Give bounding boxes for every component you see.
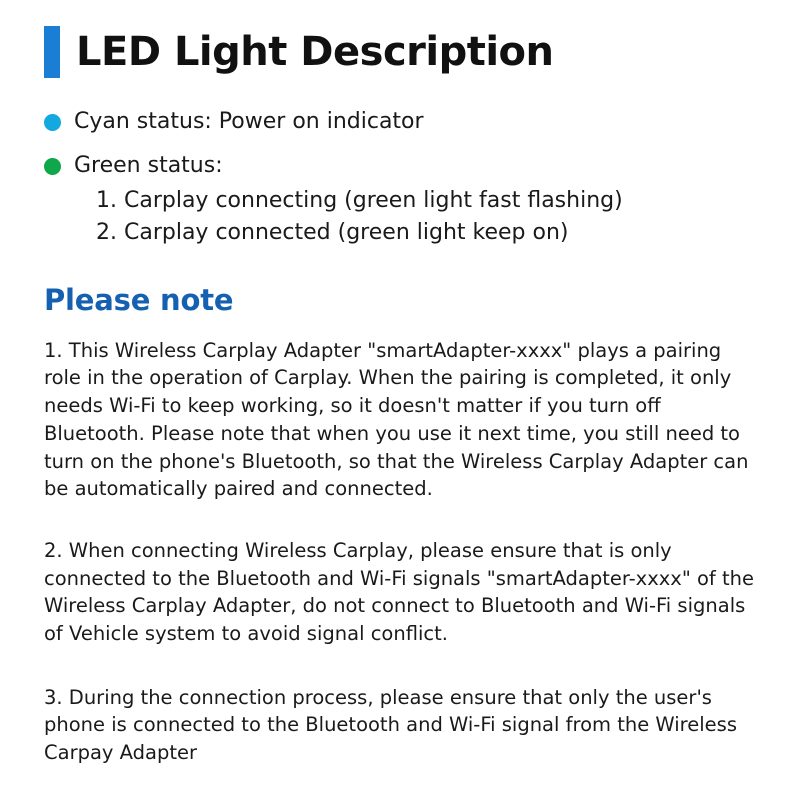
page-title-text: LED Light Description: [76, 29, 554, 75]
page-title: [44, 26, 760, 78]
list-item: 2. Carplay connected (green light keep on): [96, 219, 569, 245]
cyan-dot-icon: [44, 114, 61, 131]
note-paragraph-1: 1. This Wireless Carplay Adapter "smartAdapter-xxxx" plays a pairing role in the operation of Carplay. When the pairing is completed, it only needs Wi-Fi to keep working, so it doesn't matter if you turn off Bluetooth. Please note that when you use it next time, you still need to turn on the phone's Bluetooth, so that the Wireless Carplay Adapter can be automatically paired and connected.: [44, 338, 749, 501]
green-status-sub-items: [74, 185, 623, 249]
led-status-cyan-label: Cyan status: Power on indicator: [74, 109, 424, 134]
led-status-green-label: Green status:: [74, 152, 223, 178]
led-status-list: [44, 108, 760, 249]
title-accent-bar: [44, 26, 60, 78]
led-status-cyan: [44, 108, 760, 136]
note-paragraph-2: 2. When connecting Wireless Carplay, please ensure that is only connected to the Bluetooth and Wi-Fi signals "smartAdapter-xxxx" of the Wireless Carplay Adapter, do not connect to Bluetooth and Wi-Fi signals of Vehicle system to avoid signal conflict.: [44, 538, 754, 645]
please-note-heading: Please note: [44, 282, 234, 317]
green-dot-icon: [44, 158, 61, 175]
led-status-green: [44, 152, 760, 249]
note-paragraph-3: 3. During the connection process, please ensure that only the user's phone is connected to the Bluetooth and Wi-Fi signal from the Wireless Carpay Adapter: [44, 685, 737, 765]
list-item: 1. Carplay connecting (green light fast flashing): [96, 188, 623, 213]
